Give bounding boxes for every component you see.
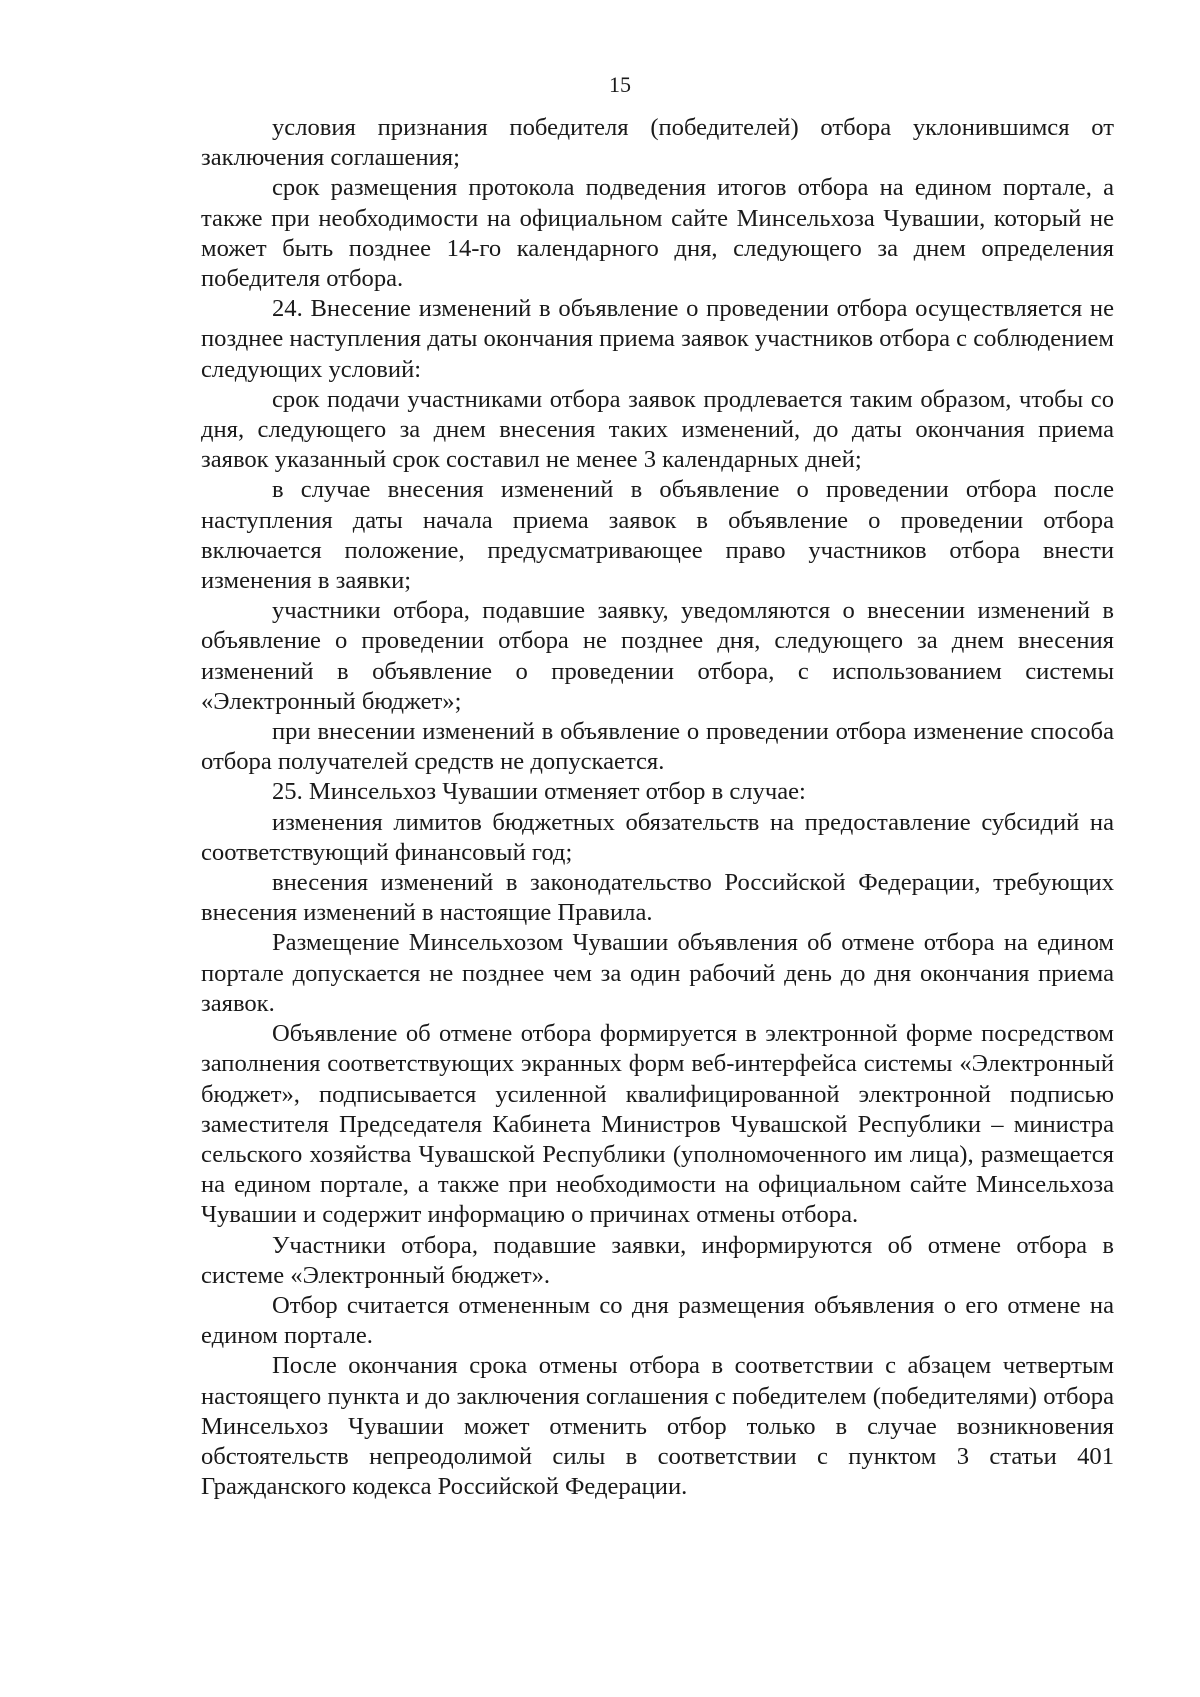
paragraph: Размещение Минсельхозом Чувашии объявления об отмене отбора на едином портале допускается не позднее чем за один рабочий день до дня окончания приема заявок. <box>201 929 1114 1017</box>
paragraph: Отбор считается отмененным со дня размещения объявления о его отмене на едином портале. <box>201 1291 1114 1350</box>
paragraph: при внесении изменений в объявление о проведении отбора изменение способа отбора получателей средств не допускается. <box>201 718 1114 776</box>
paragraph: условия признания победителя (победителей) отбора уклонившимся от заключения соглашения; <box>201 114 1114 172</box>
paragraph: срок подачи участниками отбора заявок продлевается таким образом, чтобы со дня, следующего за днем внесения таких изменений, до даты окончания приема заявок указанный срок составил не менее 3 календарных дней; <box>201 385 1114 474</box>
page-number: 15 <box>609 72 631 97</box>
document-body <box>201 113 1114 1502</box>
paragraph: изменения лимитов бюджетных обязательств на предоставление субсидий на соответствующий финансовый год; <box>201 808 1114 866</box>
paragraph: Участники отбора, подавшие заявки, информируются об отмене отбора в системе «Электронный бюджет». <box>201 1231 1114 1289</box>
paragraph: 24. Внесение изменений в объявление о проведении отбора осуществляется не позднее наступления даты окончания приема заявок участников отбора с соблюдением следующих условий: <box>201 295 1114 383</box>
paragraph: в случае внесения изменений в объявление о проведении отбора после наступления даты начала приема заявок в объявление о проведении отбора включается положение, предусматривающее право участников отбора внести изменения в заявки; <box>201 476 1114 595</box>
paragraph: После окончания срока отмены отбора в соответствии с абзацем четвертым настоящего пункта и до заключения соглашения с победителем (победителями) отбора Минсельхоз Чувашии может отменить отбор только в случае возникновения обстоятельств непреодолимой силы в соответствии с пунктом 3 статьи 401 Гражданского кодекса Российской Федерации. <box>201 1352 1114 1501</box>
paragraph: Объявление об отмене отбора формируется в электронной форме посредством заполнения соответствующих экранных форм веб-интерфейса системы «Электронный бюджет», подписывается усиленной квалифицированной электронной подписью заместителя Председателя Кабинета Министров Чувашской Республики – министра сельского хозяйства Чувашской Республики (уполномоченного им лица), размещается на едином портале, а также при необходимости на официальном сайте Минсельхоза Чувашии и содержит информацию о причинах отмены отбора. <box>201 1020 1114 1229</box>
paragraph: внесения изменений в законодательство Российской Федерации, требующих внесения изменений в настоящие Правила. <box>201 869 1114 927</box>
paragraph: срок размещения протокола подведения итогов отбора на едином портале, а также при необходимости на официальном сайте Минсельхоза Чувашии, который не может быть позднее 14-го календарного дня, следующего за днем определения победителя отбора. <box>201 174 1114 293</box>
paragraph: 25. Минсельхоз Чувашии отменяет отбор в случае: <box>272 778 806 806</box>
paragraph: участники отбора, подавшие заявку, уведомляются о внесении изменений в объявление о проведении отбора не позднее дня, следующего за днем внесения изменений в объявление о проведении отбора, с использованием системы «Электронный бюджет»; <box>201 597 1114 715</box>
